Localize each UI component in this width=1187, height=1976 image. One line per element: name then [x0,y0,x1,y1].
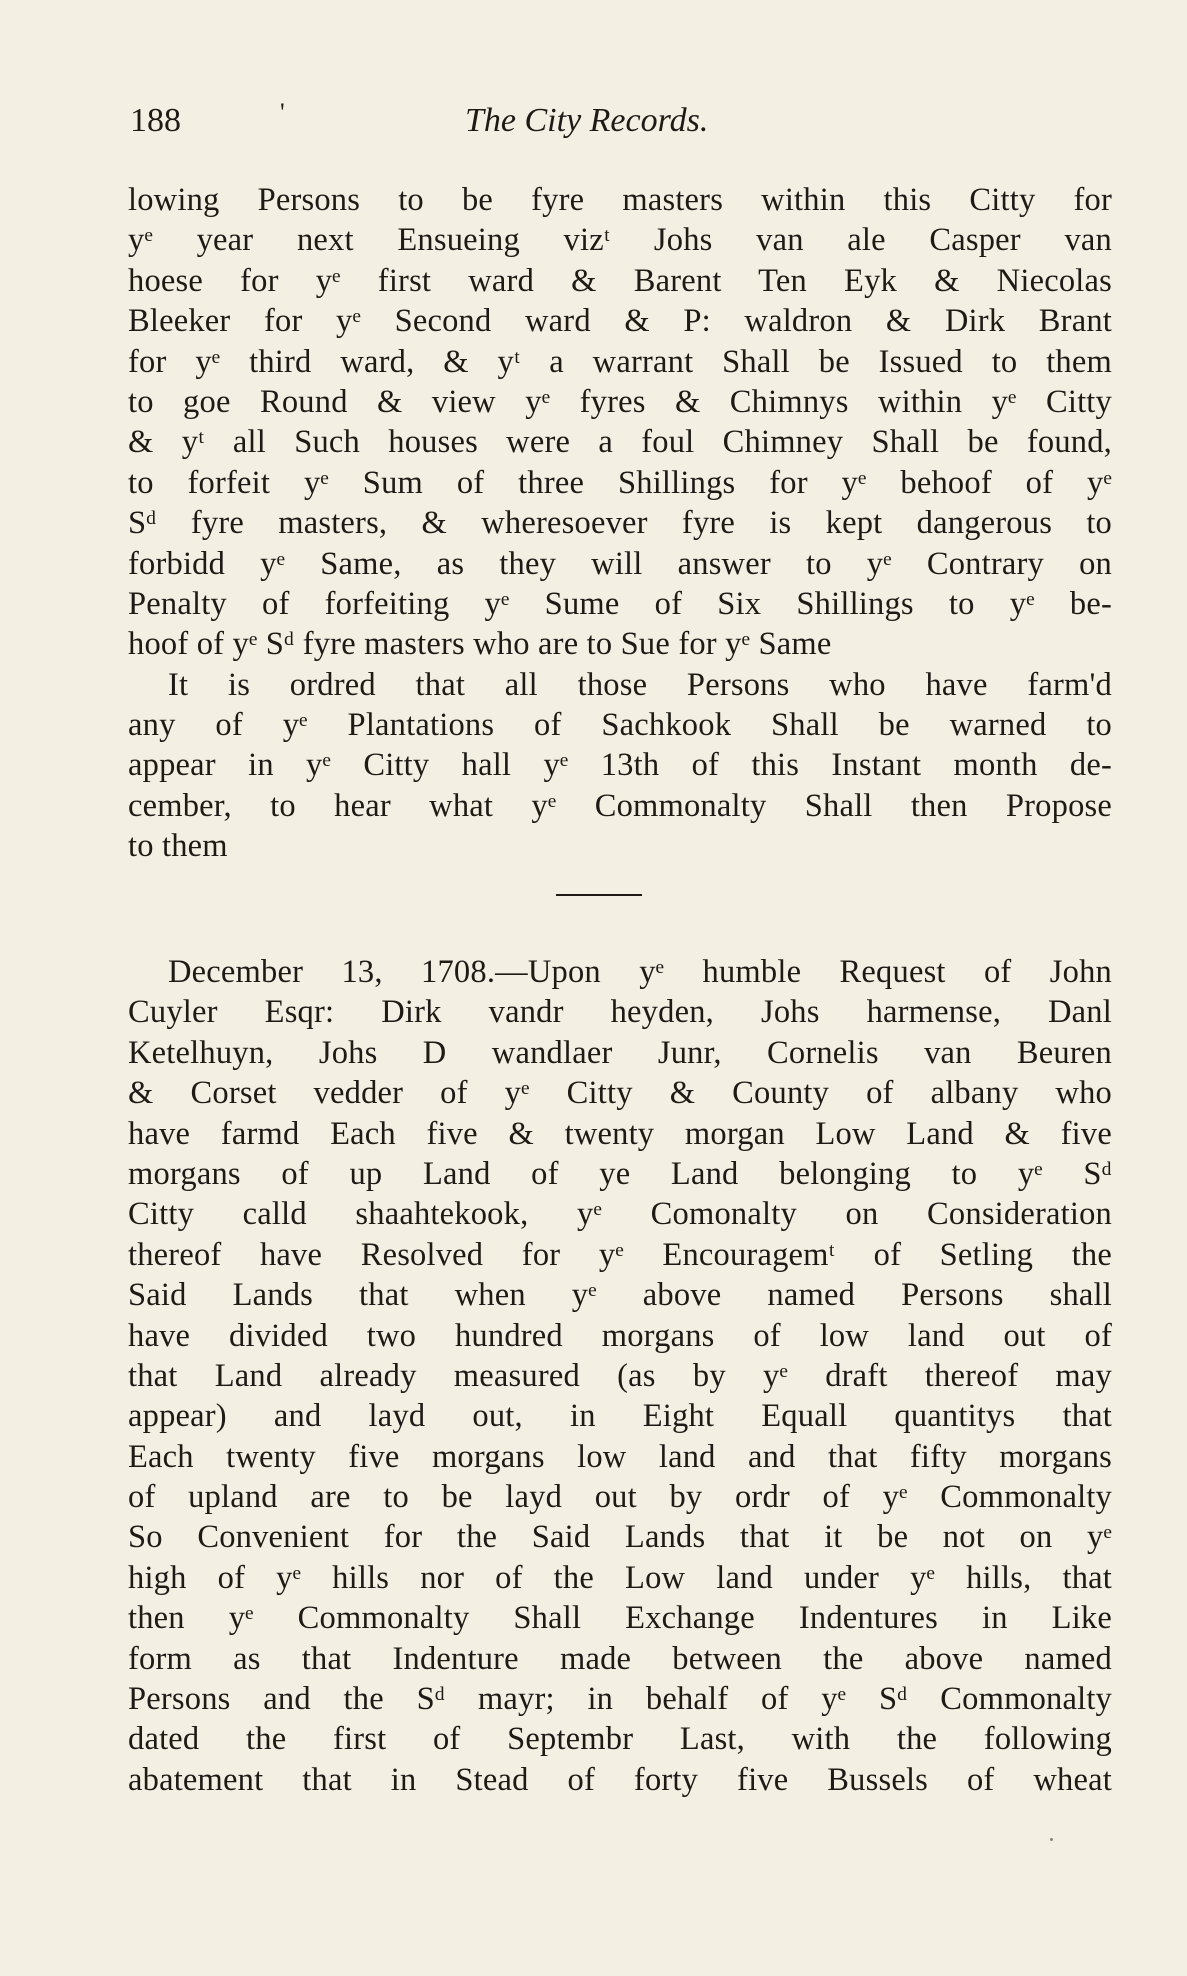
text-line: Sᵈ fyre masters, & wheresoever fyre is kept dangerous to [128,505,1112,542]
text-line: & yᵗ all Such houses were a foul Chimney Shall be found, [128,424,1112,461]
text-line: form as that Indenture made between the above named [128,1640,1112,1677]
header-mark: ' [280,98,285,127]
text-line: yᵉ year next Ensueing vizᵗ Johs van ale Casper van [128,222,1112,259]
text-line: So Convenient for the Said Lands that it be not on yᵉ [128,1519,1112,1556]
text-line: Each twenty five morgans low land and that fifty morgans [128,1438,1112,1475]
text-line: Bleeker for yᵉ Second ward & P: waldron & Dirk Brant [128,303,1112,340]
text-line: December 13, 1708.—Upon yᵉ humble Request of John [168,954,1112,990]
text-line: thereof have Resolved for yᵉ Encouragemᵗ of Setling the [128,1236,1112,1273]
text-line: that Land already measured (as by yᵉ draft thereof may [128,1357,1112,1394]
text-line: forbidd yᵉ Same, as they will answer to yᵉ Contrary on [128,545,1112,582]
text-line: for yᵉ third ward, & yᵗ a warrant Shall be Issued to them [128,343,1112,380]
text-line: have farmd Each five & twenty morgan Low Land & five [128,1115,1112,1152]
text-line: to goe Round & view yᵉ fyres & Chimnys within yᵉ Citty [128,383,1112,420]
text-line: appear) and layd out, in Eight Equall quantitys that [128,1398,1112,1435]
text-line: hoese for yᵉ first ward & Barent Ten Eyk & Niecolas [128,262,1112,299]
text-line: Cuyler Esqr: Dirk vandr heyden, Johs harmense, Danl [128,994,1112,1031]
text-line: & Corset vedder of yᵉ Citty & County of albany who [128,1075,1112,1112]
text-line: Persons and the Sᵈ mayr; in behalf of yᵉ Sᵈ Commonalty [128,1681,1112,1718]
text-line: of upland are to be layd out by ordr of yᵉ Commonalty [128,1479,1112,1516]
text-line: Ketelhuyn, Johs D wandlaer Junr, Cornelis van Beuren [128,1034,1112,1071]
running-head: The City Records. [465,102,709,139]
page-header [130,98,1120,152]
text-line: Penalty of forfeiting yᵉ Sume of Six Shillings to yᵉ be- [128,585,1112,622]
text-line: cember, to hear what yᵉ Commonalty Shall then Propose [128,787,1112,824]
text-line: appear in yᵉ Citty hall yᵉ 13th of this Instant month de- [128,747,1112,784]
paragraph-fire-masters [128,180,1112,665]
text-line: morgans of up Land of ye Land belonging to yᵉ Sᵈ [128,1155,1112,1192]
text-line: dated the first of Septembr Last, with the following [128,1721,1112,1758]
text-line: any of yᵉ Plantations of Sachkook Shall be warned to [128,707,1112,744]
section-divider [556,894,642,896]
text-line: then yᵉ Commonalty Shall Exchange Indentures in Like [128,1600,1112,1637]
paper-speck [1050,1838,1053,1841]
page-number: 188 [130,102,181,139]
text-line: to forfeit yᵉ Sum of three Shillings for yᵉ behoof of yᵉ [128,464,1112,501]
text-block-upper [128,180,1112,867]
text-line: hoof of yᵉ Sᵈ fyre masters who are to Sue for yᵉ Same [128,626,832,663]
paragraph-sachkook [128,665,1112,867]
text-line: have divided two hundred morgans of low land out of [128,1317,1112,1354]
text-line: Said Lands that when yᵉ above named Persons shall [128,1277,1112,1314]
text-block-lower [128,952,1112,1800]
text-line: Citty calld shaahtekook, yᵉ Comonalty on Consideration [128,1196,1112,1233]
text-line: high of yᵉ hills nor of the Low land under yᵉ hills, that [128,1559,1112,1596]
text-line: It is ordred that all those Persons who have farm'd [168,666,1112,703]
text-line: lowing Persons to be fyre masters within this Citty for [128,182,1112,218]
text-line: to them [128,828,228,865]
paragraph-december-entry [128,952,1112,1800]
text-line: abatement that in Stead of forty five Bussels of wheat [128,1761,1112,1798]
